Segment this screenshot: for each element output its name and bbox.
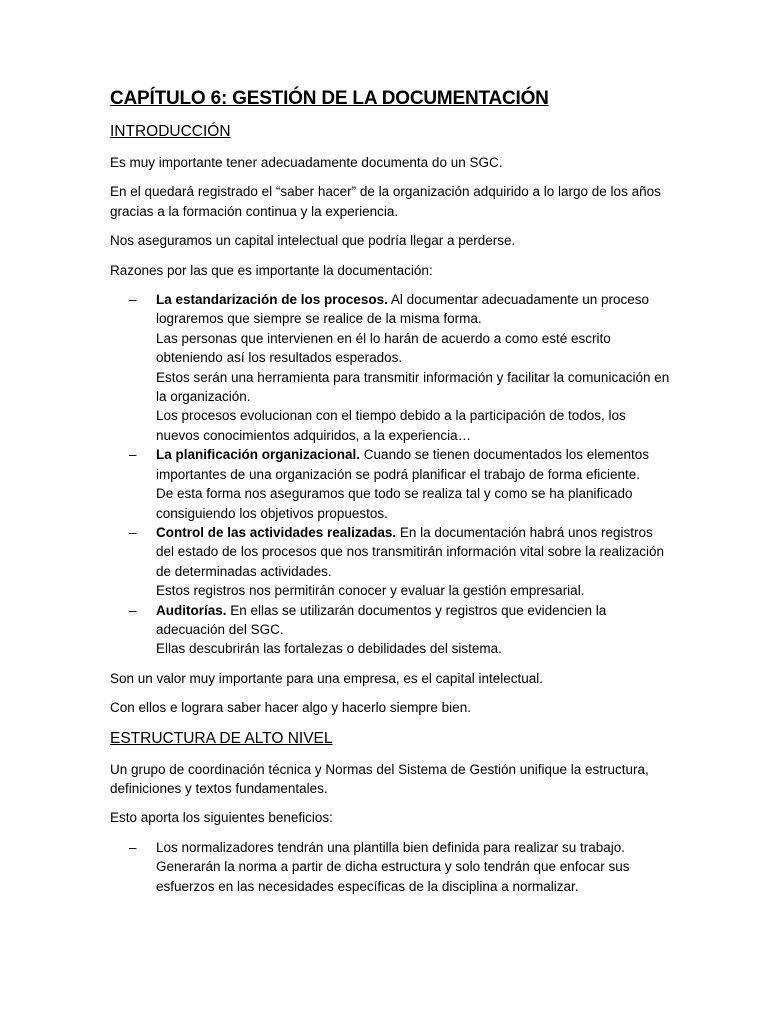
paragraph: Razones por las que es importante la documentación: [110,262,433,278]
list-item-title: La estandarización de los procesos. [156,292,388,308]
list-item-lead [156,290,670,329]
dash-marker: – [129,602,137,618]
dash-marker: – [129,524,137,540]
dash-marker: – [129,292,137,308]
list-item-text: En la documentación habrá unos registros del estado de los procesos que nos transmitirán información vital sobre la realización de determinadas actividades. [156,524,665,579]
list-item-line: Las personas que intervienen en él lo harán de acuerdo a como esté escrito obteniendo así los resultados esperados. [156,330,611,366]
paragraph: En el quedará registrado el “saber hacer” de la organización adquirido a lo largo de los años gracias a la formación continua y la experiencia. [110,184,661,219]
list-item-lead [156,445,670,484]
dash-marker: – [129,447,137,463]
list-item-line: Los procesos evolucionan con el tiempo debido a la participación de todos, los nuevos conocimientos adquiridos, a la experiencia… [156,408,626,443]
list-item [110,445,670,523]
paragraph: Esto aporta los siguientes beneficios: [110,810,333,826]
list-item [110,838,670,896]
paragraph: Nos aseguramos un capital intelectual que podría llegar a perderse. [110,233,516,249]
list-item-lead [156,601,670,640]
list-item-title: Control de las actividades realizadas. [156,524,397,540]
list-item-text: En ellas se utilizarán documentos y registros que evidencien la adecuación del SGC. [156,602,607,637]
paragraph: Un grupo de coordinación técnica y Normas del Sistema de Gestión unifique la estructura, definiciones y textos fundamentales. [110,761,649,796]
section-heading-estructura: ESTRUCTURA DE ALTO NIVEL [110,729,333,747]
list-item [110,601,670,659]
list-item-text: Los normalizadores tendrán una plantilla bien definida para realizar su trabajo. Generarán la norma a partir de dicha estructura y solo tendrán que enfocar sus esfuerzos en las necesidades específicas de la disciplina a normalizar. [156,839,630,894]
paragraph: Es muy importante tener adecuadamente documenta do un SGC. [110,155,503,170]
list-item [110,523,670,601]
reasons-list [110,290,670,659]
dash-marker: – [129,839,137,855]
list-item [110,290,670,445]
list-item-text: Cuando se tienen documentados los elementos importantes de una organización se podrá planificar el trabajo de forma eficiente. [156,447,649,482]
chapter-title: CAPÍTULO 6: GESTIÓN DE LA DOCUMENTACIÓN [110,88,549,109]
list-item-title: Auditorías. [156,602,227,618]
list-item-lead [156,523,670,581]
paragraph: Son un valor muy importante para una empresa, es el capital intelectual. [110,670,543,686]
list-item-text: Al documentar adecuadamente un proceso lograremos que siempre se realice de la misma forma. [156,292,650,327]
list-item-title: La planificación organizacional. [156,447,361,463]
paragraph: Con ellos e lograra saber hacer algo y hacerlo siempre bien. [110,700,471,716]
section-heading-introduccion: INTRODUCCIÓN [110,123,231,140]
list-item-line: De esta forma nos aseguramos que todo se realiza tal y como se ha planificado consiguiendo los objetivos propuestos. [156,486,633,521]
list-item-line: Ellas descubrirán las fortalezas o debilidades del sistema. [156,641,502,657]
list-item-line: Estos registros nos permitirán conocer y evaluar la gestión empresarial. [156,583,585,599]
document-body [110,86,670,906]
list-item-line: Estos serán una herramienta para transmitir información y facilitar la comunicación en la organización. [156,369,670,405]
benefits-list [110,838,670,896]
